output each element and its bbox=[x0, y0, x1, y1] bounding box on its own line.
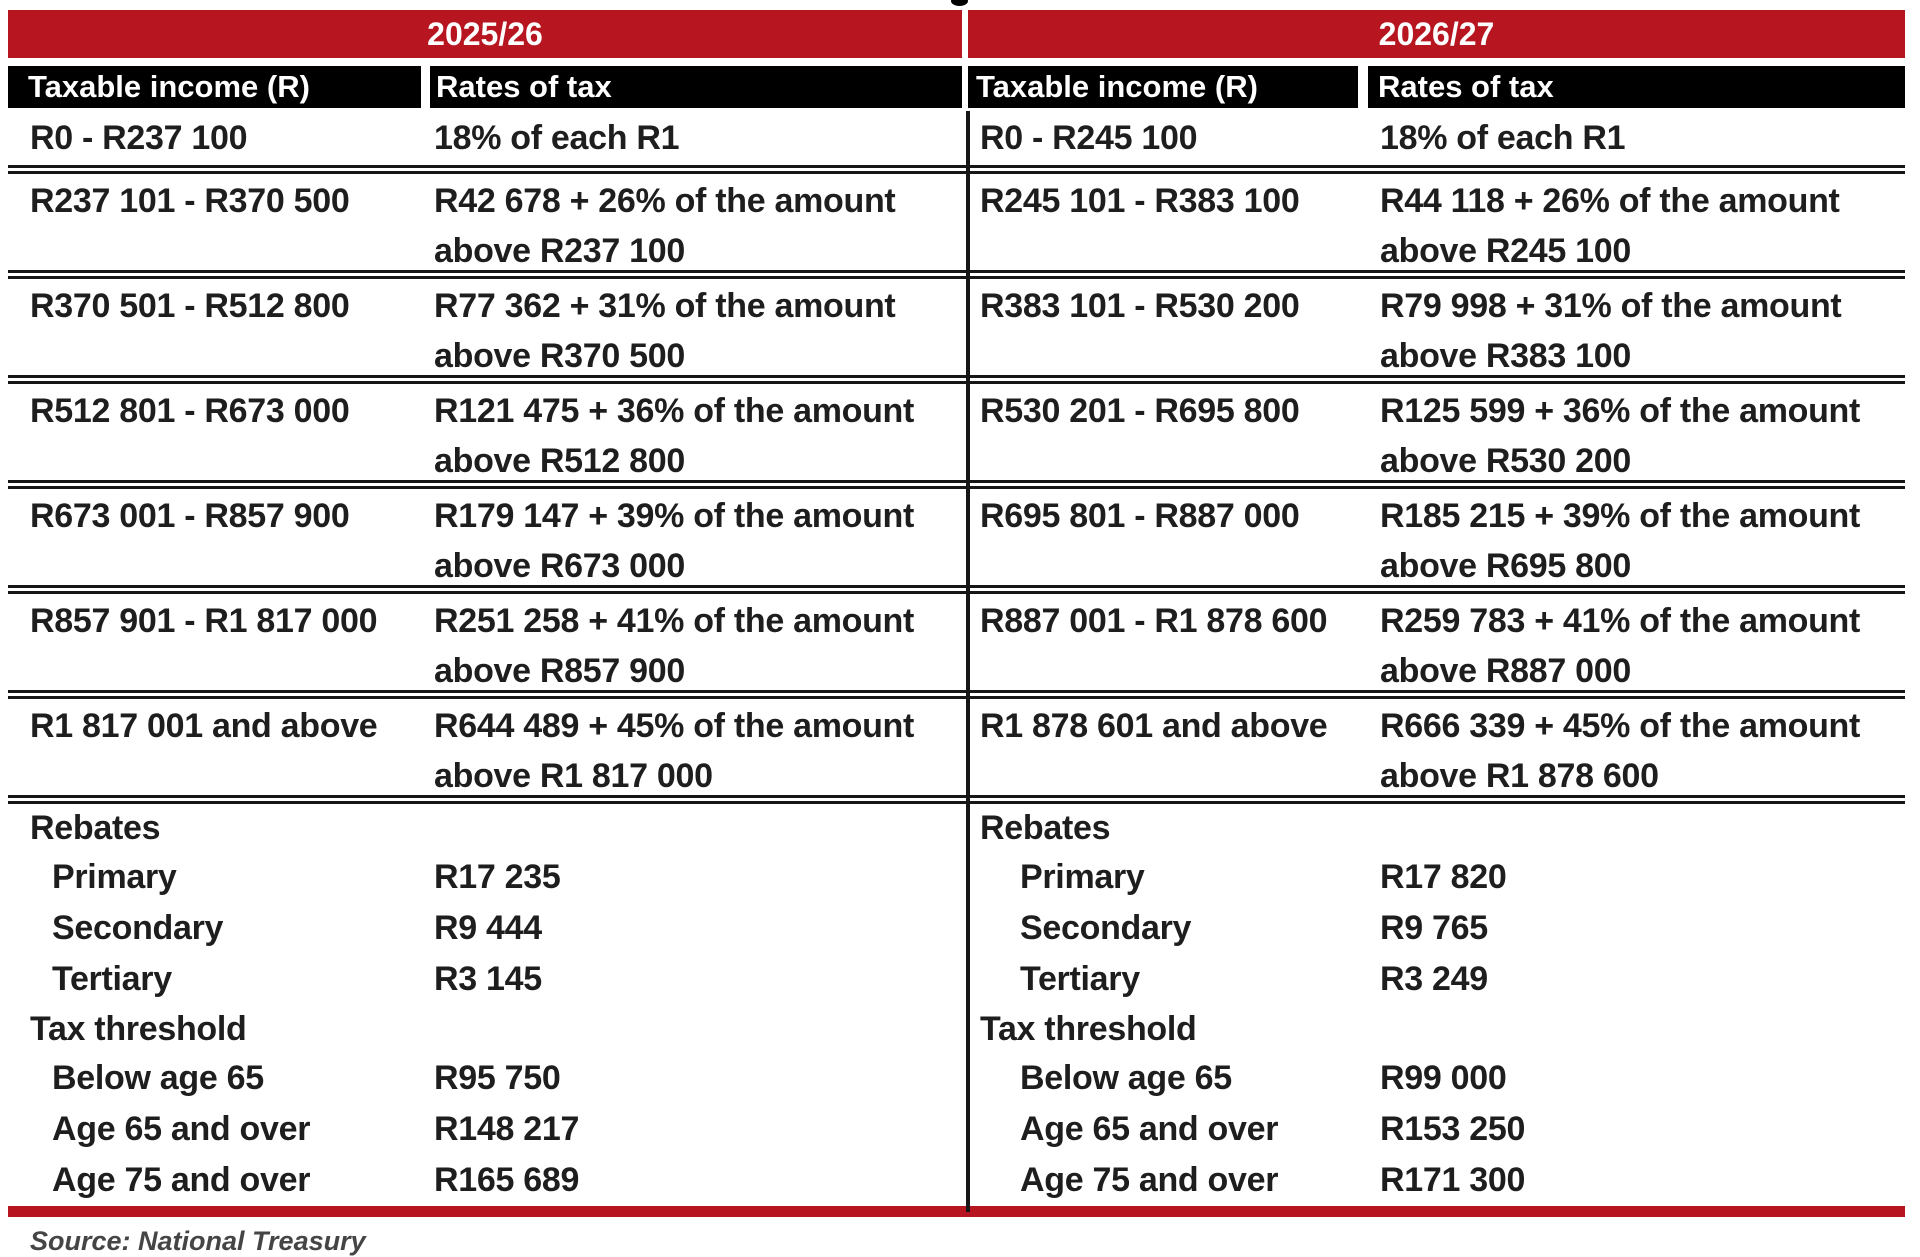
rebate-row bbox=[8, 852, 1905, 903]
column-header-taxable-income-left: Taxable income (R) bbox=[8, 66, 421, 108]
threshold-value-left: R165 689 bbox=[434, 1161, 580, 1199]
rebates-heading-right: Rebates bbox=[980, 809, 1111, 847]
tax-bracket-row bbox=[8, 111, 1905, 165]
clipped-title-descender-mark bbox=[951, 0, 968, 6]
threshold-value-left: R95 750 bbox=[434, 1059, 561, 1097]
rate-right: R185 215 + 39% of the amount above R695 800 bbox=[1380, 497, 1861, 585]
taxable-income-right: R695 801 - R887 000 bbox=[980, 497, 1300, 535]
rate-right: R44 118 + 26% of the amount above R245 100 bbox=[1380, 182, 1840, 270]
rebate-value-right: R9 765 bbox=[1380, 909, 1488, 947]
rate-left: 18% of each R1 bbox=[434, 119, 680, 157]
taxable-income-left: R370 501 - R512 800 bbox=[30, 287, 350, 325]
threshold-label-left: Age 75 and over bbox=[52, 1161, 311, 1199]
column-header-taxable-income-right: Taxable income (R) bbox=[968, 66, 1358, 108]
threshold-label-right: Age 75 and over bbox=[1020, 1161, 1279, 1199]
table-body bbox=[8, 111, 1905, 1206]
taxable-income-right: R530 201 - R695 800 bbox=[980, 392, 1300, 430]
threshold-value-left: R148 217 bbox=[434, 1110, 580, 1148]
rebate-label-right: Tertiary bbox=[1020, 960, 1140, 998]
tax-bracket-row bbox=[8, 594, 1905, 690]
rebate-value-left: R9 444 bbox=[434, 909, 542, 947]
column-header-rates-right: Rates of tax bbox=[1368, 66, 1905, 108]
taxable-income-right: R0 - R245 100 bbox=[980, 119, 1198, 157]
taxable-income-left: R673 001 - R857 900 bbox=[30, 497, 350, 535]
rate-right: R666 339 + 45% of the amount above R1 878 600 bbox=[1380, 707, 1861, 795]
bottom-red-rule bbox=[8, 1206, 1905, 1217]
row-separator bbox=[8, 165, 1905, 174]
rebates-heading-row bbox=[8, 804, 1905, 852]
taxable-income-right: R1 878 601 and above bbox=[980, 707, 1328, 745]
taxable-income-left: R0 - R237 100 bbox=[30, 119, 248, 157]
spacer bbox=[430, 804, 966, 852]
tax-bracket-row bbox=[8, 174, 1905, 270]
threshold-value-right: R153 250 bbox=[1380, 1110, 1526, 1148]
rate-right: R259 783 + 41% of the amount above R887 000 bbox=[1380, 602, 1861, 690]
source-attribution: Source: National Treasury bbox=[30, 1226, 366, 1256]
tax-bracket-row bbox=[8, 699, 1905, 795]
taxable-income-left: R237 101 - R370 500 bbox=[30, 182, 350, 220]
rebate-value-right: R3 249 bbox=[1380, 960, 1488, 998]
rebate-label-right: Primary bbox=[1020, 858, 1145, 896]
rate-left: R179 147 + 39% of the amount above R673 000 bbox=[434, 497, 915, 585]
tax-threshold-heading-right: Tax threshold bbox=[980, 1010, 1197, 1048]
rate-left: R77 362 + 31% of the amount above R370 500 bbox=[434, 287, 896, 375]
rebate-value-left: R17 235 bbox=[434, 858, 561, 896]
tax-rates-table bbox=[8, 10, 1905, 1217]
halves-divider-line bbox=[966, 111, 970, 1212]
threshold-value-right: R171 300 bbox=[1380, 1161, 1526, 1199]
taxable-income-right: R245 101 - R383 100 bbox=[980, 182, 1300, 220]
year-header-band bbox=[8, 10, 1905, 58]
threshold-value-right: R99 000 bbox=[1380, 1059, 1507, 1097]
spacer bbox=[1368, 1005, 1905, 1053]
taxable-income-left: R512 801 - R673 000 bbox=[30, 392, 350, 430]
rate-left: R42 678 + 26% of the amount above R237 100 bbox=[434, 182, 896, 270]
rebate-label-left: Secondary bbox=[52, 909, 224, 947]
rebate-label-right: Secondary bbox=[1020, 909, 1192, 947]
rebate-value-right: R17 820 bbox=[1380, 858, 1507, 896]
rate-right: R79 998 + 31% of the amount above R383 100 bbox=[1380, 287, 1842, 375]
rebate-label-left: Tertiary bbox=[52, 960, 172, 998]
rebate-row bbox=[8, 954, 1905, 1005]
taxable-income-left: R857 901 - R1 817 000 bbox=[30, 602, 378, 640]
rebate-value-left: R3 145 bbox=[434, 960, 542, 998]
threshold-label-left: Below age 65 bbox=[52, 1059, 264, 1097]
tax-threshold-heading-row bbox=[8, 1005, 1905, 1053]
rate-right: R125 599 + 36% of the amount above R530 200 bbox=[1380, 392, 1861, 480]
tax-bracket-row bbox=[8, 279, 1905, 375]
spacer bbox=[430, 1005, 966, 1053]
year-header-2025-26: 2025/26 bbox=[8, 10, 962, 58]
threshold-label-left: Age 65 and over bbox=[52, 1110, 311, 1148]
rate-left: R251 258 + 41% of the amount above R857 900 bbox=[434, 602, 915, 690]
rebate-label-left: Primary bbox=[52, 858, 177, 896]
spacer bbox=[1368, 804, 1905, 852]
threshold-row bbox=[8, 1155, 1905, 1206]
tax-bracket-row bbox=[8, 384, 1905, 480]
threshold-row bbox=[8, 1053, 1905, 1104]
taxable-income-left: R1 817 001 and above bbox=[30, 707, 378, 745]
rate-left: R121 475 + 36% of the amount above R512 800 bbox=[434, 392, 915, 480]
rebates-heading-left: Rebates bbox=[30, 809, 161, 847]
threshold-label-right: Below age 65 bbox=[1020, 1059, 1232, 1097]
taxable-income-right: R887 001 - R1 878 600 bbox=[980, 602, 1328, 640]
column-header-band bbox=[8, 66, 1905, 108]
taxable-income-right: R383 101 - R530 200 bbox=[980, 287, 1300, 325]
rebate-row bbox=[8, 903, 1905, 954]
rate-left: R644 489 + 45% of the amount above R1 817 000 bbox=[434, 707, 915, 795]
year-header-2026-27: 2026/27 bbox=[968, 10, 1905, 58]
tax-bracket-row bbox=[8, 489, 1905, 585]
column-header-rates-left: Rates of tax bbox=[430, 66, 962, 108]
tax-threshold-heading-left: Tax threshold bbox=[30, 1010, 247, 1048]
threshold-label-right: Age 65 and over bbox=[1020, 1110, 1279, 1148]
threshold-row bbox=[8, 1104, 1905, 1155]
rate-right: 18% of each R1 bbox=[1380, 119, 1626, 157]
